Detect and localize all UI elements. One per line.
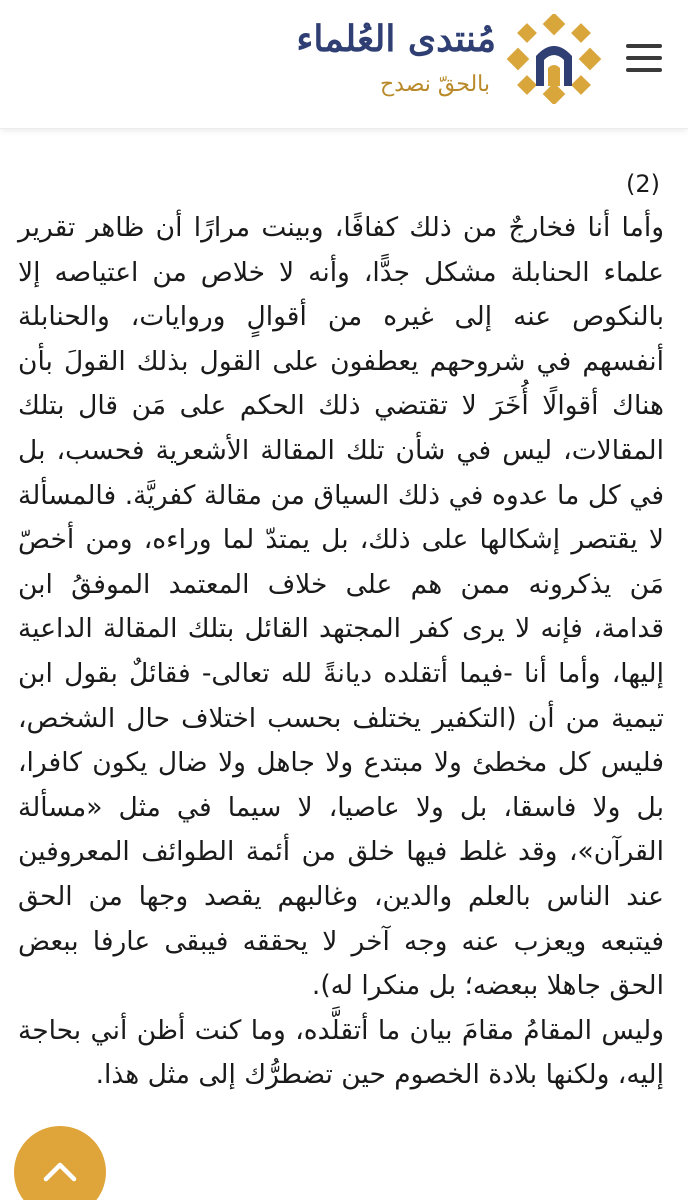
menu-line: [626, 68, 662, 72]
article-body: [18, 162, 664, 1098]
logo-title: مُنتدى العُلماء: [296, 18, 496, 60]
article-paragraph: وليس المقامُ مقامَ بيان ما أتقلَّده، وما كنت أظن أني بحاجة إليه، ولكنها بلادة الخصوم حين تضطرُّك إلى مثل هذا.: [18, 1014, 664, 1091]
menu-line: [626, 44, 662, 48]
logo-tagline: بالحقّ نصدح: [379, 72, 490, 97]
site-logo[interactable]: [296, 12, 602, 108]
article-paragraph: وأما أنا فخارجٌ من ذلك كفافًا، وبينت مرارًا أن ظاهر تقرير علماء الحنابلة مشكل جدًّا، وأنه لا خلاص من اعتياصه إلا بالنكوص عنه إلى غيره من أقوالٍ وروايات، والحنابلة أنفسهم في شروحهم يعطفون على القول بذلك القولَ بأن هناك أقوالًا أُخَرَ لا تقتضي ذلك الحكم على مَن قال بتلك المقالات، ليس في شأن تلك المقالة الأشعرية فحسب، بل في كل ما عدوه في ذلك السياق من مقالة كفريَّة. فالمسألة لا يقتصر إشكالها على ذلك، بل يمتدّ لما وراءه، ومن أخصّ مَن يذكرونه ممن هم على خلاف المعتمد الموفقُ ابن قدامة، فإنه لا يرى كفر المجتهد القائل بتلك المقالة الداعية إليها، وأما أنا -فيما أتقلده ديانةً لله تعالى- فقائلٌ بقول ابن تيمية من أن (التكفير يختلف بحسب اختلاف حال الشخص، فليس كل مخطئ ولا مبتدع ولا جاهل ولا ضال يكون كافرا، بل ولا فاسقا، بل ولا عاصيا، لا سيما في مثل «مسألة القرآن»، وقد غلط فيها خلق من أئمة الطوائف المعروفين عند الناس بالعلم والدين، وغالبهم يقصد وجها من الحق فيتبعه ويعزب عنه وجه آخر لا يحققه فيبقى عارفا ببعض الحق جاهلا ببعضه؛ بل منكرا له).: [18, 212, 664, 1002]
logo-emblem-icon: [506, 14, 602, 104]
chevron-up-icon: [40, 1152, 80, 1192]
paragraph-number: (2): [626, 170, 660, 198]
hamburger-menu-icon[interactable]: [626, 42, 662, 74]
site-header: [0, 0, 688, 129]
menu-line: [626, 56, 662, 60]
scroll-to-top-button[interactable]: [14, 1126, 106, 1200]
